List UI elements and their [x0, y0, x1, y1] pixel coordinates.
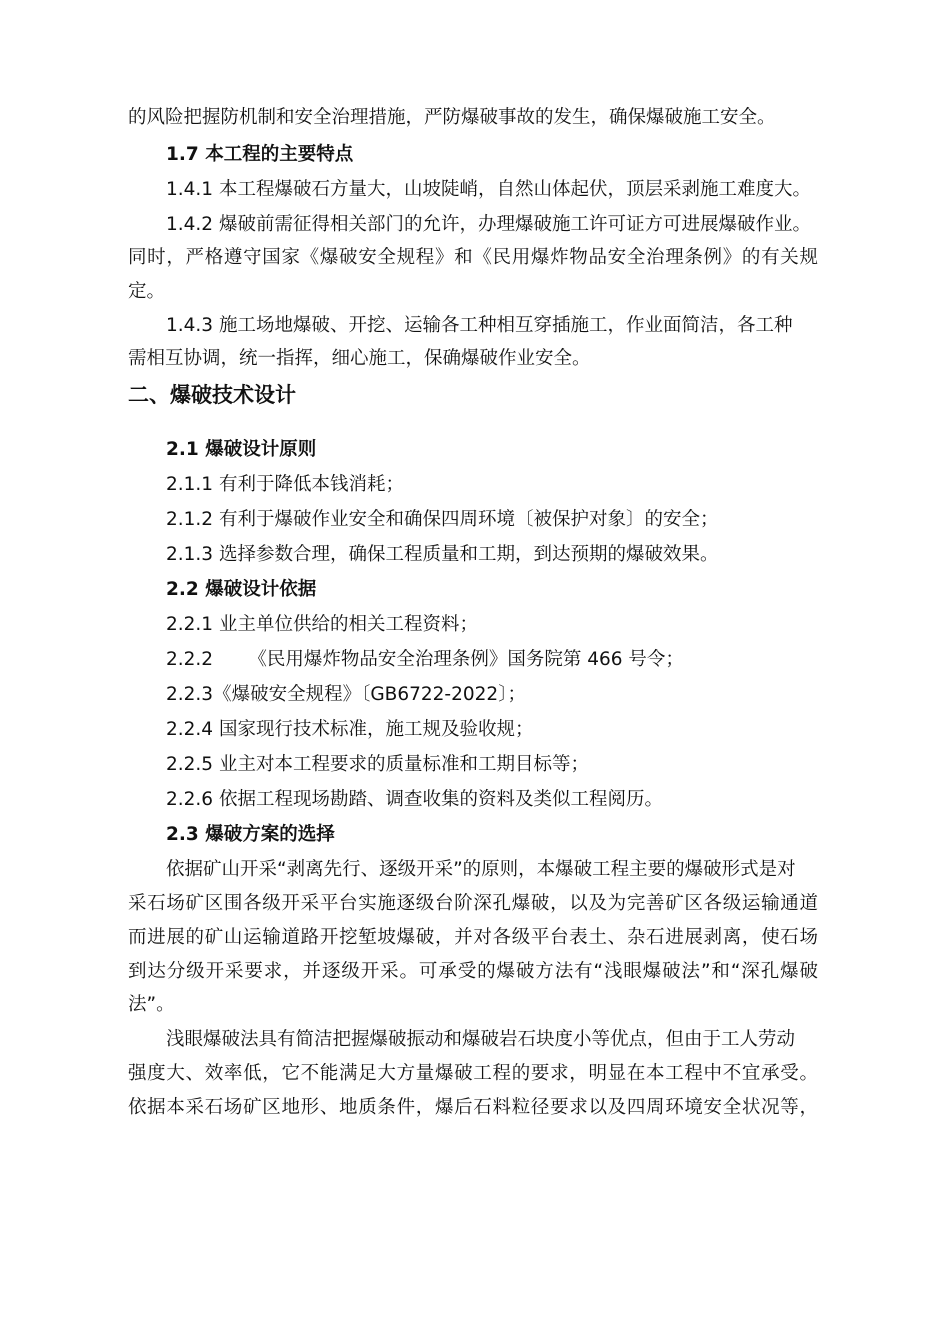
- list-item: 2.2.4 国家现行技术标准，施工规及验收规；: [166, 719, 534, 740]
- section-heading: 2.1 爆破设计原则: [166, 439, 317, 460]
- paragraph-line: 定。: [128, 281, 166, 302]
- paragraph-line: 需相互协调，统一指挥，细心施工，保确爆破作业安全。: [128, 348, 591, 369]
- list-item: 2.2.6 依据工程现场勘踏、调查收集的资料及类似工程阅历。: [166, 789, 663, 810]
- paragraph-line: 1.4.2 爆破前需征得相关部门的允许，办理爆破施工许可证方可进展爆破作业。: [166, 214, 811, 235]
- section-heading: 2.3 爆破方案的选择: [166, 824, 335, 845]
- list-item: 2.1.2 有利于爆破作业安全和确保四周环境〔被保护对象〕的安全；: [166, 509, 719, 530]
- list-item: 2.2.1 业主单位供给的相关工程资料；: [166, 614, 478, 635]
- paragraph-line: 的风险把握防机制和安全治理措施，严防爆破事故的发生，确保爆破施工安全。: [128, 107, 776, 128]
- paragraph-line: 到达分级开采要求，并逐级开采。可承受的爆破方法有“浅眼爆破法”和“深孔爆破: [128, 961, 818, 982]
- list-item: 2.2.5 业主对本工程要求的质量标准和工期目标等；: [166, 754, 589, 775]
- list-item: 2.2.3《爆破安全规程》〔GB6722-2022〕；: [166, 684, 526, 705]
- paragraph-line: 1.4.1 本工程爆破石方量大，山坡陡峭，自然山体起伏，顶层采剥施工难度大。: [166, 179, 811, 200]
- list-item: 2.1.3 选择参数合理，确保工程质量和工期，到达预期的爆破效果。: [166, 544, 719, 565]
- paragraph-line: 强度大、效率低，它不能满足大方量爆破工程的要求，明显在本工程中不宜承受。: [128, 1063, 818, 1084]
- paragraph-line: 同时，严格遵守国家《爆破安全规程》和《民用爆炸物品安全治理条例》的有关规: [128, 247, 818, 268]
- paragraph-line: 1.4.3 施工场地爆破、开挖、运输各工种相互穿插施工，作业面简洁，各工种: [166, 315, 793, 336]
- section-heading: 1.7 本工程的主要特点: [166, 144, 354, 165]
- chapter-heading: 二、爆破技术设计: [128, 383, 296, 407]
- paragraph-line: 采石场矿区围各级开采平台实施逐级台阶深孔爆破，以及为完善矿区各级运输通道: [128, 893, 818, 914]
- list-item: 2.1.1 有利于降低本钱消耗；: [166, 474, 404, 495]
- paragraph-line: 法”。: [128, 994, 175, 1015]
- paragraph-line: 而进展的矿山运输道路开挖堑坡爆破，并对各级平台表土、杂石进展剥离，使石场: [128, 927, 818, 948]
- paragraph-line: 依据矿山开采“剥离先行、逐级开采”的原则，本爆破工程主要的爆破形式是对: [166, 859, 796, 880]
- section-heading: 2.2 爆破设计依据: [166, 579, 317, 600]
- list-item: 2.2.2 《民用爆炸物品安全治理条例》国务院第 466 号令；: [166, 649, 684, 670]
- paragraph-line: 浅眼爆破法具有简洁把握爆破振动和爆破岩石块度小等优点，但由于工人劳动: [166, 1029, 796, 1050]
- paragraph-line: 依据本采石场矿区地形、地质条件，爆后石料粒径要求以及四周环境安全状况等，: [128, 1097, 818, 1118]
